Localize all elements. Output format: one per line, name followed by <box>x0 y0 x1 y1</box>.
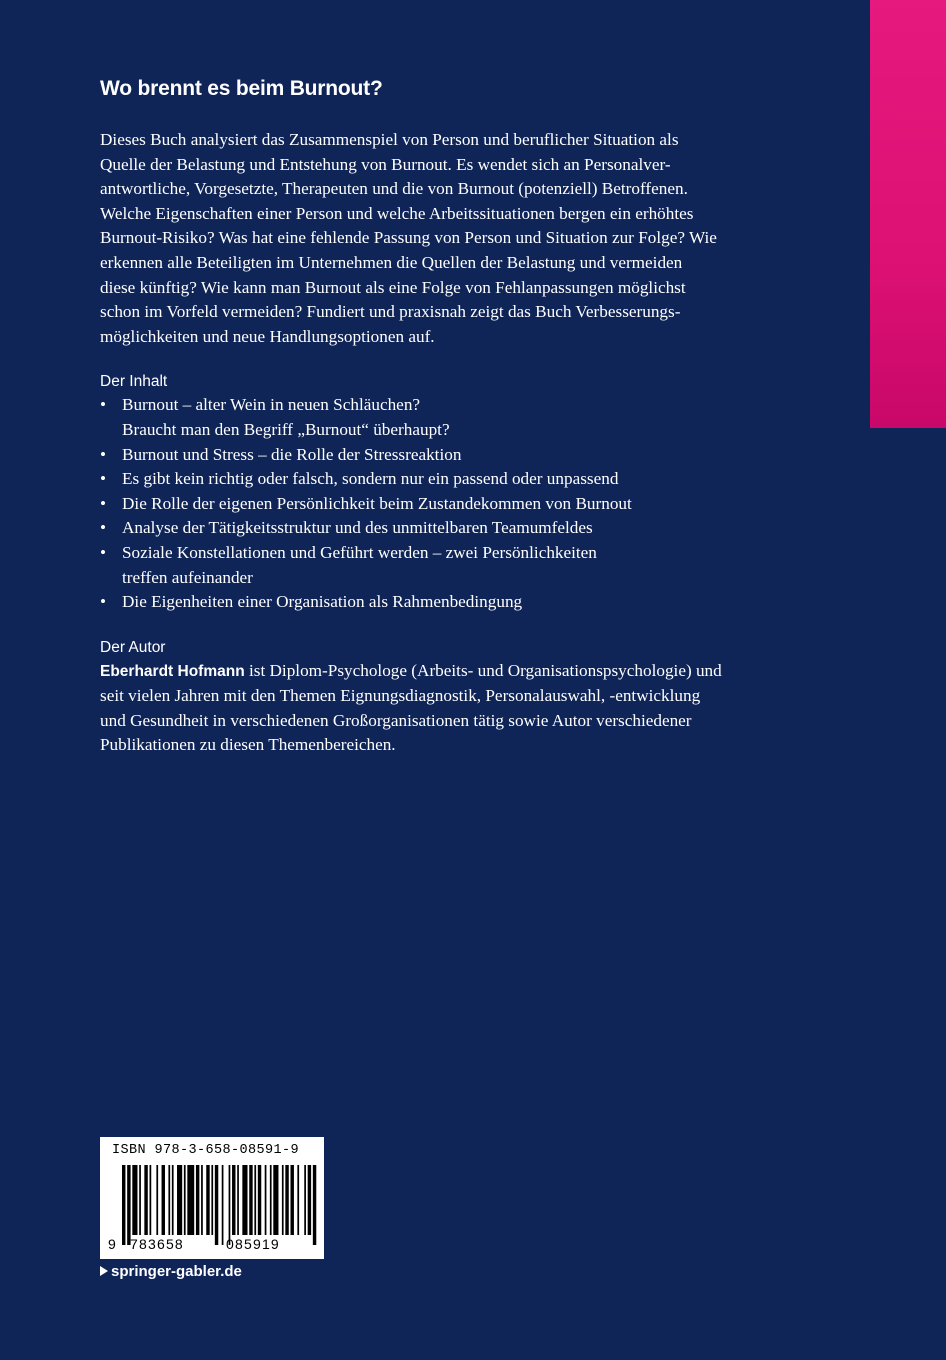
barcode-bar <box>232 1165 235 1235</box>
barcode-bar <box>215 1165 218 1245</box>
barcode-digits-right: 085919 <box>226 1236 280 1252</box>
intro-paragraph <box>100 128 775 349</box>
list-item <box>100 590 775 615</box>
author-line: seit vielen Jahren mit den Themen Eignungsdiagnostik, Personalauswahl, -entwicklung <box>100 686 701 706</box>
barcode-digits-left: 783658 <box>130 1236 184 1252</box>
list-item <box>100 393 775 442</box>
barcode-bar <box>168 1165 170 1235</box>
barcode-bar <box>258 1165 261 1235</box>
barcode-bar <box>265 1165 267 1235</box>
barcode-bar <box>237 1165 239 1235</box>
list-item-line: Soziale Konstellationen und Geführt werden – zwei Persönlichkeiten <box>122 542 597 562</box>
intro-line: möglichkeiten und neue Handlungsoptionen auf. <box>100 326 435 346</box>
barcode-bar <box>313 1165 316 1245</box>
author-line-text: ist Diplom-Psychologe (Arbeits- und Organisationspsychologie) und <box>244 660 722 680</box>
barcode-bar <box>132 1165 137 1235</box>
list-item-line: Braucht man den Begriff „Burnout“ überhaupt? <box>122 419 450 439</box>
list-item-line: Burnout und Stress – die Rolle der Stressreaktion <box>122 444 462 464</box>
barcode-bar <box>196 1165 199 1235</box>
list-item <box>100 467 775 492</box>
author-paragraph <box>100 659 775 758</box>
barcode-bar <box>308 1165 311 1235</box>
publisher-website[interactable] <box>100 1263 242 1280</box>
barcode-bar <box>127 1165 130 1245</box>
list-item <box>100 443 775 468</box>
author-heading: Der Autor <box>100 638 166 656</box>
bullet-icon: • <box>100 493 107 513</box>
barcode-bar <box>122 1165 125 1245</box>
barcode-bar <box>172 1165 174 1235</box>
intro-line: schon im Vorfeld vermeiden? Fundiert und praxisnah zeigt das Buch Verbesserungs- <box>100 302 681 322</box>
list-item <box>100 516 775 541</box>
barcode-bar <box>162 1165 165 1235</box>
bullet-icon: • <box>100 518 107 538</box>
barcode-bar <box>254 1165 256 1235</box>
accent-strip <box>870 0 946 428</box>
barcode-digit-lead: 9 <box>108 1236 116 1252</box>
intro-line: antwortliche, Vorgesetzte, Therapeuten und die von Burnout (potenziell) Betroffenen. <box>100 179 688 199</box>
list-item-line: Analyse der Tätigkeitsstruktur und des unmittelbaren Teamumfeldes <box>122 518 593 538</box>
barcode-bar <box>242 1165 247 1235</box>
barcode-bar <box>177 1165 182 1235</box>
barcode-bar <box>156 1165 158 1235</box>
bullet-icon: • <box>100 542 107 562</box>
list-item-line: Burnout – alter Wein in neuen Schläuchen? <box>122 395 421 415</box>
barcode-bar <box>206 1165 209 1235</box>
barcode-bar <box>139 1165 141 1235</box>
barcode-bar <box>150 1165 152 1235</box>
barcode-bar <box>184 1165 186 1235</box>
isbn-barcode <box>100 1137 324 1259</box>
author-name: Eberhardt Hofmann <box>100 662 245 680</box>
barcode-bar <box>201 1165 203 1235</box>
author-line: Publikationen zu diesen Themenbereichen. <box>100 735 396 755</box>
bullet-icon: • <box>100 444 107 464</box>
website-text: springer-gabler.de <box>111 1263 242 1280</box>
intro-line: Dieses Buch analysiert das Zusammenspiel von Person und beruflicher Situation als <box>100 130 679 149</box>
intro-line: Quelle der Belastung und Entstehung von Burnout. Es wendet sich an Personalver- <box>100 154 671 174</box>
barcode-bar <box>229 1165 231 1245</box>
barcode-bar <box>222 1165 224 1245</box>
list-item <box>100 492 775 517</box>
isbn-label: ISBN 978-3-658-08591-9 <box>112 1143 300 1158</box>
list-item-line: treffen aufeinander <box>122 567 253 587</box>
barcode-bar <box>144 1165 147 1235</box>
arrow-right-icon <box>100 1266 108 1276</box>
list-item-line: Die Eigenheiten einer Organisation als Rahmenbedingung <box>122 592 523 612</box>
author-line <box>100 659 775 685</box>
barcode-bar <box>273 1165 278 1235</box>
barcode-bar <box>211 1165 213 1235</box>
intro-line: diese künftig? Wie kann man Burnout als eine Folge von Fehlanpassungen möglichst <box>100 277 686 297</box>
author-line: und Gesundheit in verschiedenen Großorganisationen tätig sowie Autor verschiedener <box>100 710 692 730</box>
barcode-bar <box>290 1165 293 1235</box>
contents-list <box>100 393 775 614</box>
barcode-bar <box>285 1165 288 1235</box>
barcode-bar <box>304 1165 306 1235</box>
barcode-bars <box>122 1165 318 1245</box>
bullet-icon: • <box>100 395 107 415</box>
intro-line: Burnout-Risiko? Was hat eine fehlende Passung von Person und Situation zur Folge? Wie <box>100 228 717 248</box>
back-cover-text <box>100 74 775 758</box>
barcode-bar <box>282 1165 284 1235</box>
bullet-icon: • <box>100 469 107 489</box>
barcode-bar <box>297 1165 299 1235</box>
bullet-icon: • <box>100 592 107 612</box>
page-title: Wo brennt es beim Burnout? <box>100 77 383 100</box>
intro-line: erkennen alle Beteiligten im Unternehmen die Quellen der Belastung und vermeiden <box>100 252 683 272</box>
barcode-bar <box>249 1165 252 1235</box>
barcode-bar <box>270 1165 272 1235</box>
list-item-line: Es gibt kein richtig oder falsch, sondern nur ein passend oder unpassend <box>122 469 619 489</box>
contents-heading: Der Inhalt <box>100 373 168 391</box>
list-item-line: Die Rolle der eigenen Persönlichkeit beim Zustandekommen von Burnout <box>122 493 632 513</box>
list-item <box>100 541 775 590</box>
barcode-bar <box>187 1165 194 1235</box>
intro-line: Welche Eigenschaften einer Person und welche Arbeitssituationen bergen ein erhöhtes <box>100 203 694 223</box>
